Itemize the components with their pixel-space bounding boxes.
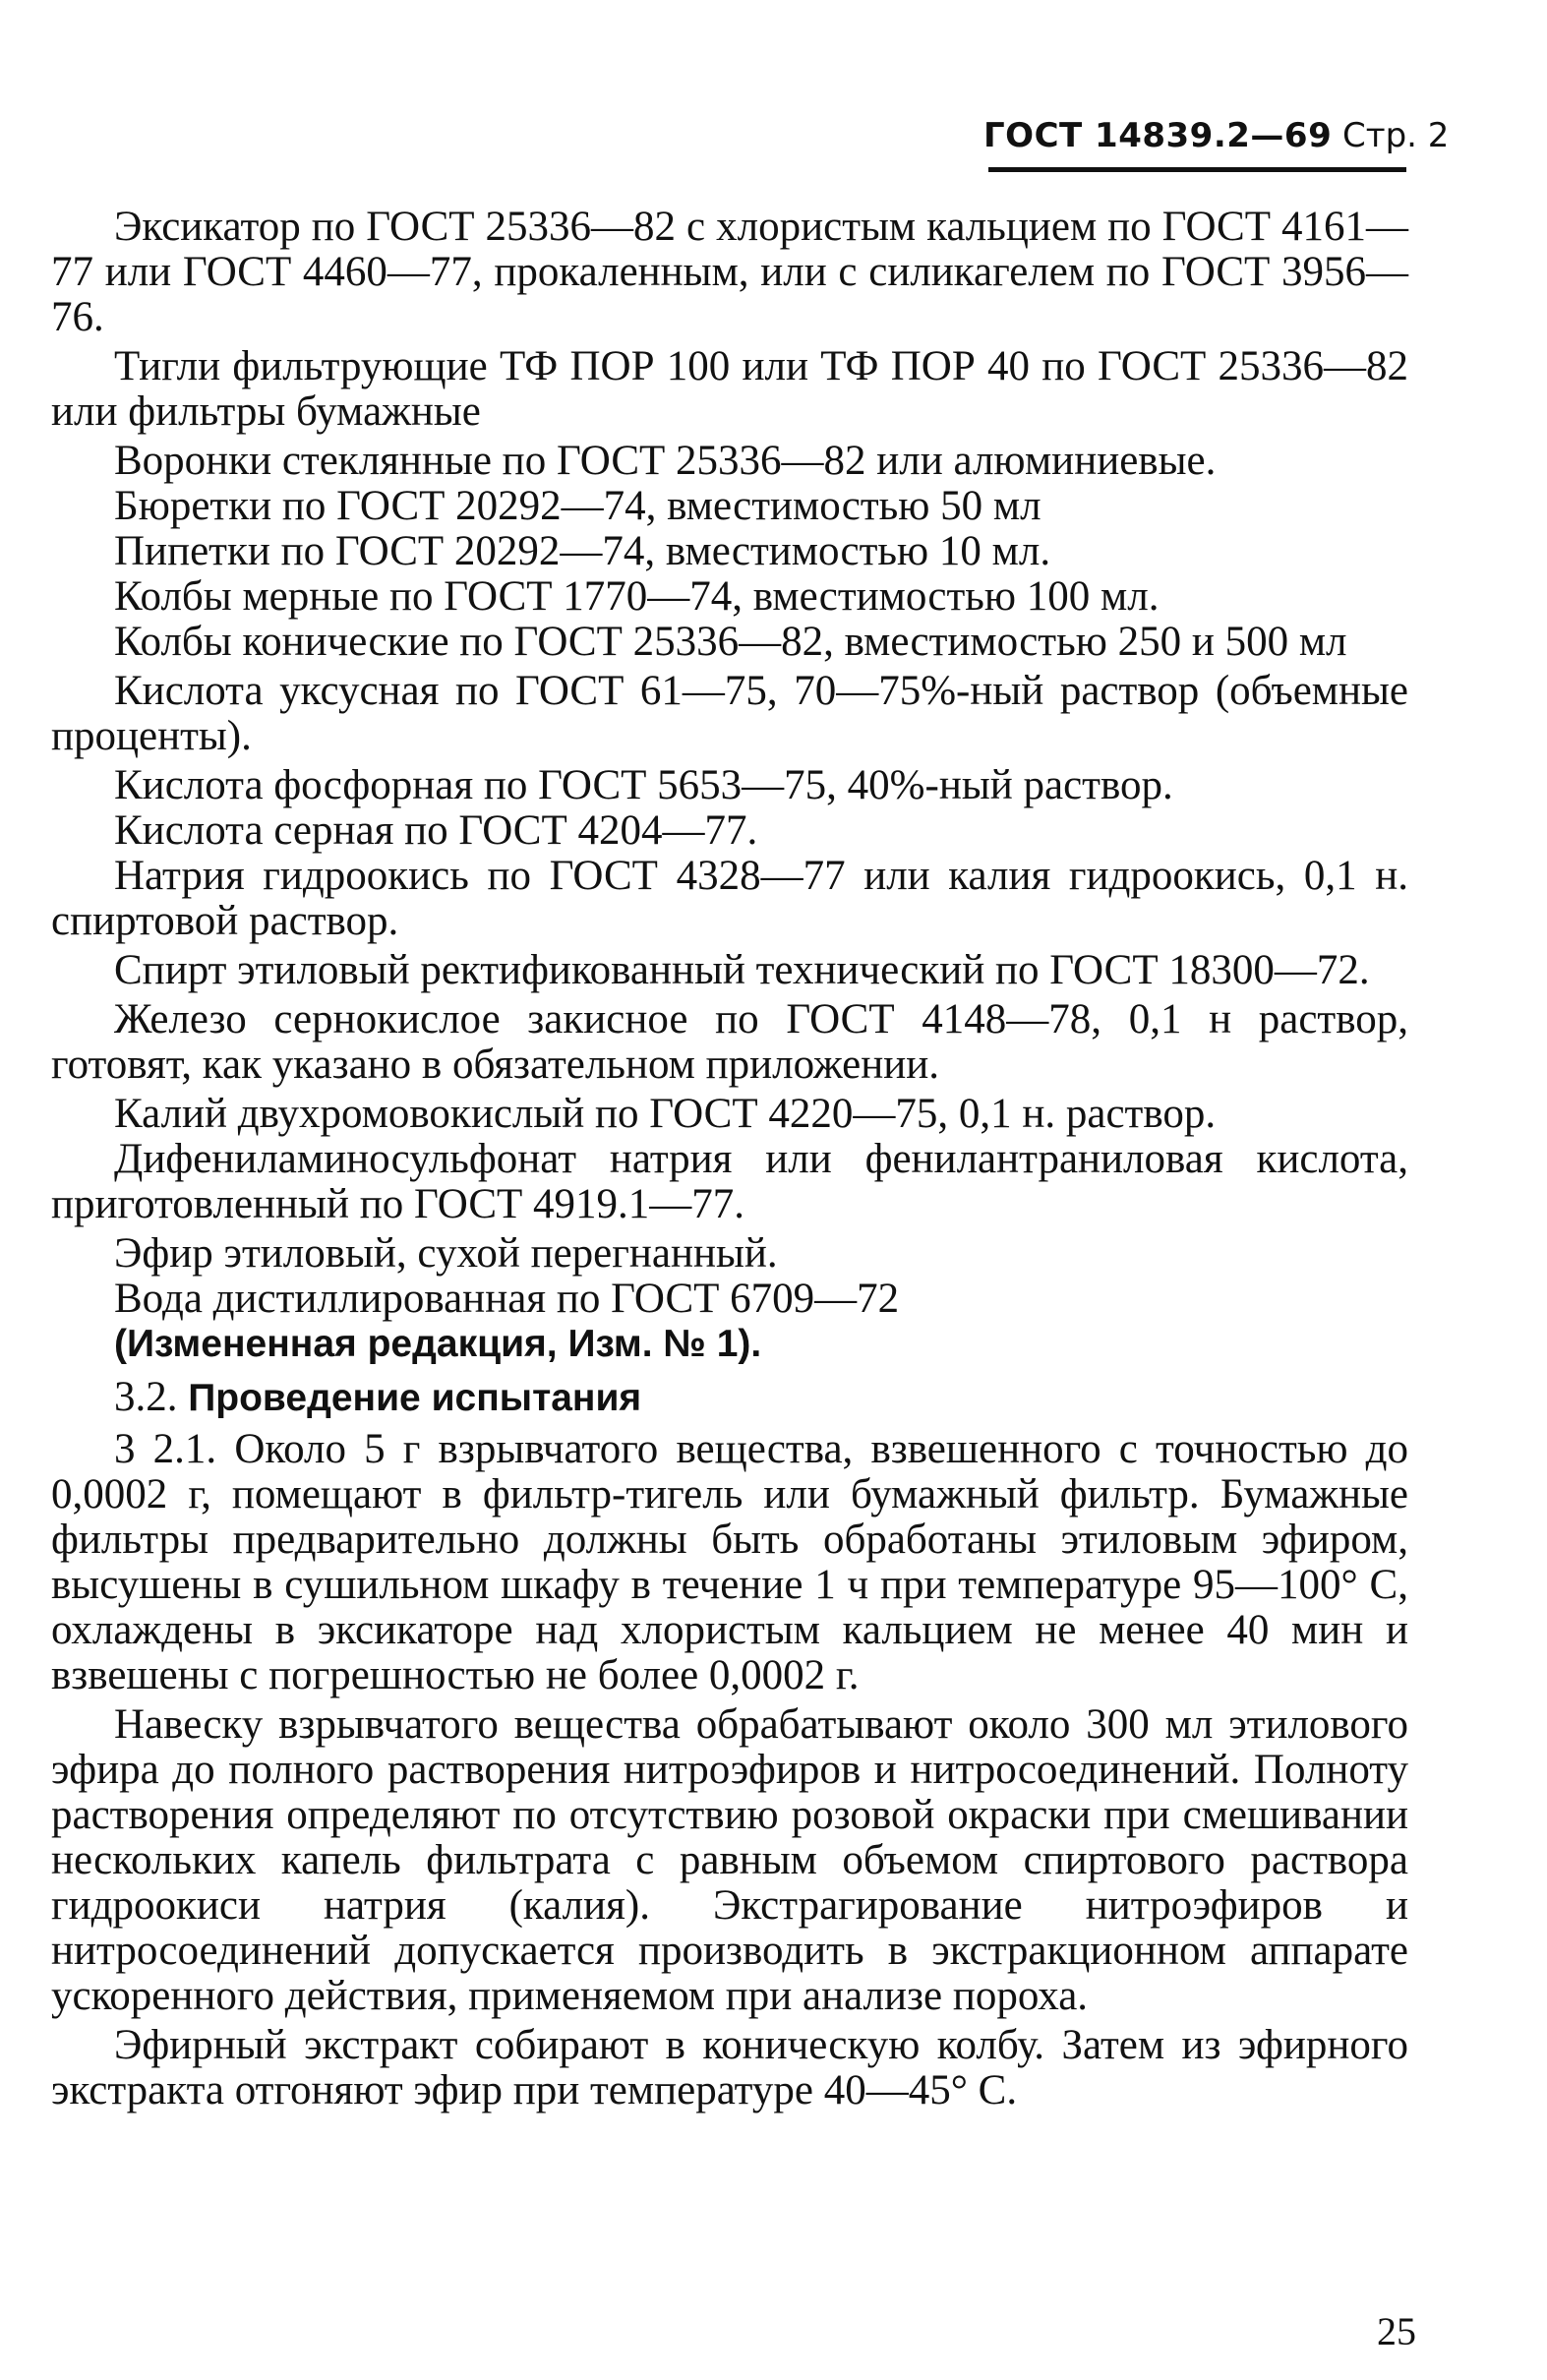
paragraph-volumetric-flasks: Колбы мерные по ГОСТ 1770—74, вместимостью 100 мл. bbox=[114, 573, 1160, 620]
paragraph-ether: Эфир этиловый, сухой перегнанный. bbox=[114, 1230, 778, 1277]
paragraph-conical-flasks: Колбы конические по ГОСТ 25336—82, вместимостью 250 и 500 мл bbox=[114, 619, 1347, 665]
paragraph-ethyl-alcohol: Спирт этиловый ректификованный технический по ГОСТ 18300—72. bbox=[114, 947, 1370, 993]
paragraph-desiccator: Эксикатор по ГОСТ 25336—82 с хлористым кальцием по ГОСТ 4161—77 или ГОСТ 4460—77, прокаленным, или с силикагелем по ГОСТ 3956—76. bbox=[51, 204, 1408, 340]
procedure-text: Около 5 г взрывчатого вещества, взвешенного с точностью до 0,0002 г, помещают в фильтр-тигель или бумажный фильтр. Бумажные фильтры предварительно должны быть обработаны этиловым эфиром, высушены в сушильном шкафу в течение 1 ч при температуре 95—100° С, охлаждены в эксикаторе над хлористым кальцием не менее 40 мин и взвешены с погрешностью не более 0,0002 г. bbox=[51, 1426, 1409, 1698]
paragraph-phosphoric-acid: Кислота фосфорная по ГОСТ 5653—75, 40%-ный раствор. bbox=[114, 762, 1173, 808]
paragraph-water: Вода дистиллированная по ГОСТ 6709—72 bbox=[114, 1276, 900, 1322]
page-number: 25 bbox=[1377, 2309, 1416, 2353]
document-body bbox=[51, 205, 1408, 2117]
amendment-note: (Измененная редакция, Изм. № 1). bbox=[114, 1323, 762, 1365]
paragraph-crucibles: Тигли фильтрующие ТФ ПОР 100 или ТФ ПОР 40 по ГОСТ 25336—82 или фильтры бумажные bbox=[51, 343, 1408, 435]
procedure-number: 3 2.1. bbox=[114, 1426, 217, 1472]
paragraph-extraction: Навеску взрывчатого вещества обрабатывают около 300 мл этилового эфира до полного растворения нитроэфиров и нитросоединений. Полноту растворения определяют по отсутствию розовой окраски при смешивании нескольких капель фильтрата с равным объемом спиртового раствора гидроокиси натрия (калия). Экстрагирование нитроэфиров и нитросоединений допускается производить в экстракционном аппарате ускоренного действия, применяемом при анализе пороха. bbox=[51, 1701, 1408, 2019]
paragraph-pipettes: Пипетки по ГОСТ 20292—74, вместимостью 10 мл. bbox=[114, 528, 1051, 574]
standard-number: ГОСТ 14839.2—69 bbox=[983, 116, 1333, 155]
paragraph-indicator: Дифениламиносульфонат натрия или фенилантраниловая кислота, приготовленный по ГОСТ 4919.1—77. bbox=[51, 1136, 1408, 1227]
paragraph-acetic-acid: Кислота уксусная по ГОСТ 61—75, 70—75%-ный раствор (объемные проценты). bbox=[51, 668, 1408, 759]
section-heading bbox=[51, 1375, 1408, 1421]
header-rule bbox=[988, 167, 1406, 172]
paragraph-funnels: Воронки стеклянные по ГОСТ 25336—82 или алюминиевые. bbox=[114, 438, 1217, 484]
page-header bbox=[983, 110, 1450, 161]
section-number: 3.2. bbox=[114, 1374, 178, 1420]
paragraph-sodium-hydroxide: Натрия гидроокись по ГОСТ 4328—77 или калия гидроокись, 0,1 н. спиртовой раствор. bbox=[51, 853, 1408, 944]
page-reference: Стр. 2 bbox=[1342, 116, 1450, 155]
paragraph-sulfuric-acid: Кислота серная по ГОСТ 4204—77. bbox=[114, 807, 758, 854]
paragraph-ether-extract: Эфирный экстракт собирают в коническую колбу. Затем из эфирного экстракта отгоняют эфир при температуре 40—45° С. bbox=[51, 2022, 1408, 2113]
paragraph-burettes: Бюретки по ГОСТ 20292—74, вместимостью 50 мл bbox=[114, 483, 1041, 529]
paragraph-ferrous-sulfate: Железо сернокислое закисное по ГОСТ 4148—78, 0,1 н раствор, готовят, как указано в обязательном приложении. bbox=[51, 996, 1408, 1088]
paragraph-procedure bbox=[51, 1427, 1408, 1698]
paragraph-potassium-dichromate: Калий двухромовокислый по ГОСТ 4220—75, 0,1 н. раствор. bbox=[114, 1091, 1217, 1137]
section-title: Проведение испытания bbox=[188, 1377, 642, 1419]
